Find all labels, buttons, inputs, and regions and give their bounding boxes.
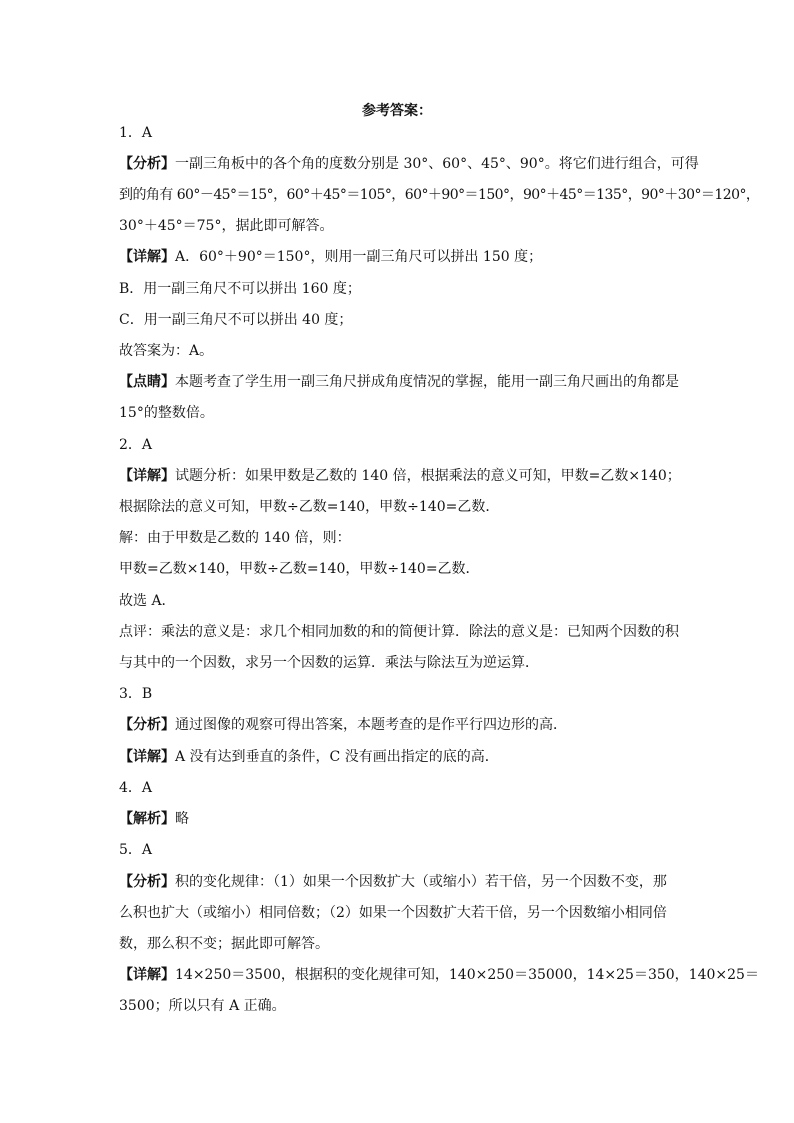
q5-detail-line-1 bbox=[119, 966, 759, 984]
q5-detail-line-2: 3500；所以只有 A 正确。 bbox=[119, 998, 286, 1014]
q1-comment-line-2: 15°的整数倍。 bbox=[119, 405, 214, 421]
q1-analysis-tag: 【分析】 bbox=[119, 156, 175, 172]
q1-number: 1．A bbox=[119, 125, 153, 141]
q5-analysis-tag: 【分析】 bbox=[119, 874, 175, 890]
q2-number: 2．A bbox=[119, 437, 153, 453]
q4-number: 4．A bbox=[119, 780, 153, 796]
q1-analysis-line-1 bbox=[119, 155, 699, 173]
q5-analysis-line-2: 么积也扩大（或缩小）相同倍数；（2）如果一个因数扩大若干倍，另一个因数缩小相同倍 bbox=[119, 905, 667, 921]
q2-solve-line-1: 解：由于甲数是乙数的 140 倍，则： bbox=[119, 530, 351, 546]
q5-number: 5．A bbox=[119, 842, 153, 858]
q5-analysis-line-3: 数，那么积不变；据此即可解答。 bbox=[119, 936, 329, 952]
q2-detail-text-1: 试题分析：如果甲数是乙数的 140 倍，根据乘法的意义可知，甲数=乙数×140； bbox=[175, 468, 681, 484]
q5-analysis-text-1: 积的变化规律：（1）如果一个因数扩大（或缩小）若干倍，另一个因数不变，那 bbox=[175, 874, 667, 890]
q2-detail-line-1 bbox=[119, 467, 681, 485]
q1-analysis-line-3: 30°＋45°＝75°，据此即可解答。 bbox=[119, 218, 334, 234]
q2-detail-tag: 【详解】 bbox=[119, 468, 175, 484]
q5-analysis-line-1 bbox=[119, 873, 667, 891]
q3-detail-text-1: A 没有达到垂直的条件，C 没有画出指定的底的高． bbox=[175, 749, 499, 765]
q1-detail-line-2: B．用一副三角尺不可以拼出 160 度； bbox=[119, 281, 361, 297]
q2-solve-line-2: 甲数=乙数×140，甲数÷乙数=140，甲数÷140=乙数． bbox=[119, 561, 480, 577]
q4-analysis-line-1 bbox=[119, 810, 189, 828]
q3-analysis-line-1 bbox=[119, 716, 567, 734]
q3-detail-tag: 【详解】 bbox=[119, 749, 175, 765]
q2-comment-line-2: 与其中的一个因数，求另一个因数的运算．乘法与除法互为逆运算． bbox=[119, 655, 539, 671]
q1-comment-text-1: 本题考查了学生用一副三角尺拼成角度情况的掌握，能用一副三角尺画出的角都是 bbox=[175, 374, 679, 390]
q3-analysis-text-1: 通过图像的观察可得出答案，本题考查的是作平行四边形的高． bbox=[175, 717, 567, 733]
q3-analysis-tag: 【分析】 bbox=[119, 717, 175, 733]
q1-detail-line-3: C．用一副三角尺不可以拼出 40 度； bbox=[119, 312, 353, 328]
q4-analysis-tag: 【解析】 bbox=[119, 811, 175, 827]
q1-comment-tag: 【点睛】 bbox=[119, 374, 175, 390]
q4-analysis-text-1: 略 bbox=[175, 811, 189, 827]
q1-comment-line-1 bbox=[119, 373, 679, 391]
page-title: 参考答案： bbox=[362, 103, 432, 119]
q5-detail-tag: 【详解】 bbox=[119, 967, 175, 983]
q1-detail-line-1 bbox=[119, 248, 542, 266]
q3-detail-line-1 bbox=[119, 748, 499, 766]
q2-comment-line-1: 点评：乘法的意义是：求几个相同加数的和的简便计算．除法的意义是：已知两个因数的积 bbox=[119, 624, 679, 640]
q1-analysis-line-2: 到的角有 60°－45°＝15°，60°＋45°＝105°，60°＋90°＝150°，90°＋45°＝135°，90°＋30°＝120°， bbox=[119, 187, 760, 203]
q2-answer: 故选 A． bbox=[119, 593, 176, 609]
q2-detail-line-2: 根据除法的意义可知，甲数÷乙数=140，甲数÷140=乙数． bbox=[119, 499, 500, 515]
q1-detail-text-1: A．60°＋90°＝150°，则用一副三角尺可以拼出 150 度； bbox=[175, 249, 543, 265]
q1-analysis-text-1: 一副三角板中的各个角的度数分别是 30°、60°、45°、90°。将它们进行组合，可得 bbox=[175, 156, 699, 172]
q1-detail-tag: 【详解】 bbox=[119, 249, 175, 265]
q1-answer: 故答案为：A。 bbox=[119, 343, 214, 359]
q3-number: 3．B bbox=[119, 686, 153, 702]
q5-detail-text-1: 14×250＝3500，根据积的变化规律可知，140×250＝35000，14×25＝350，140×25＝ bbox=[175, 967, 759, 983]
